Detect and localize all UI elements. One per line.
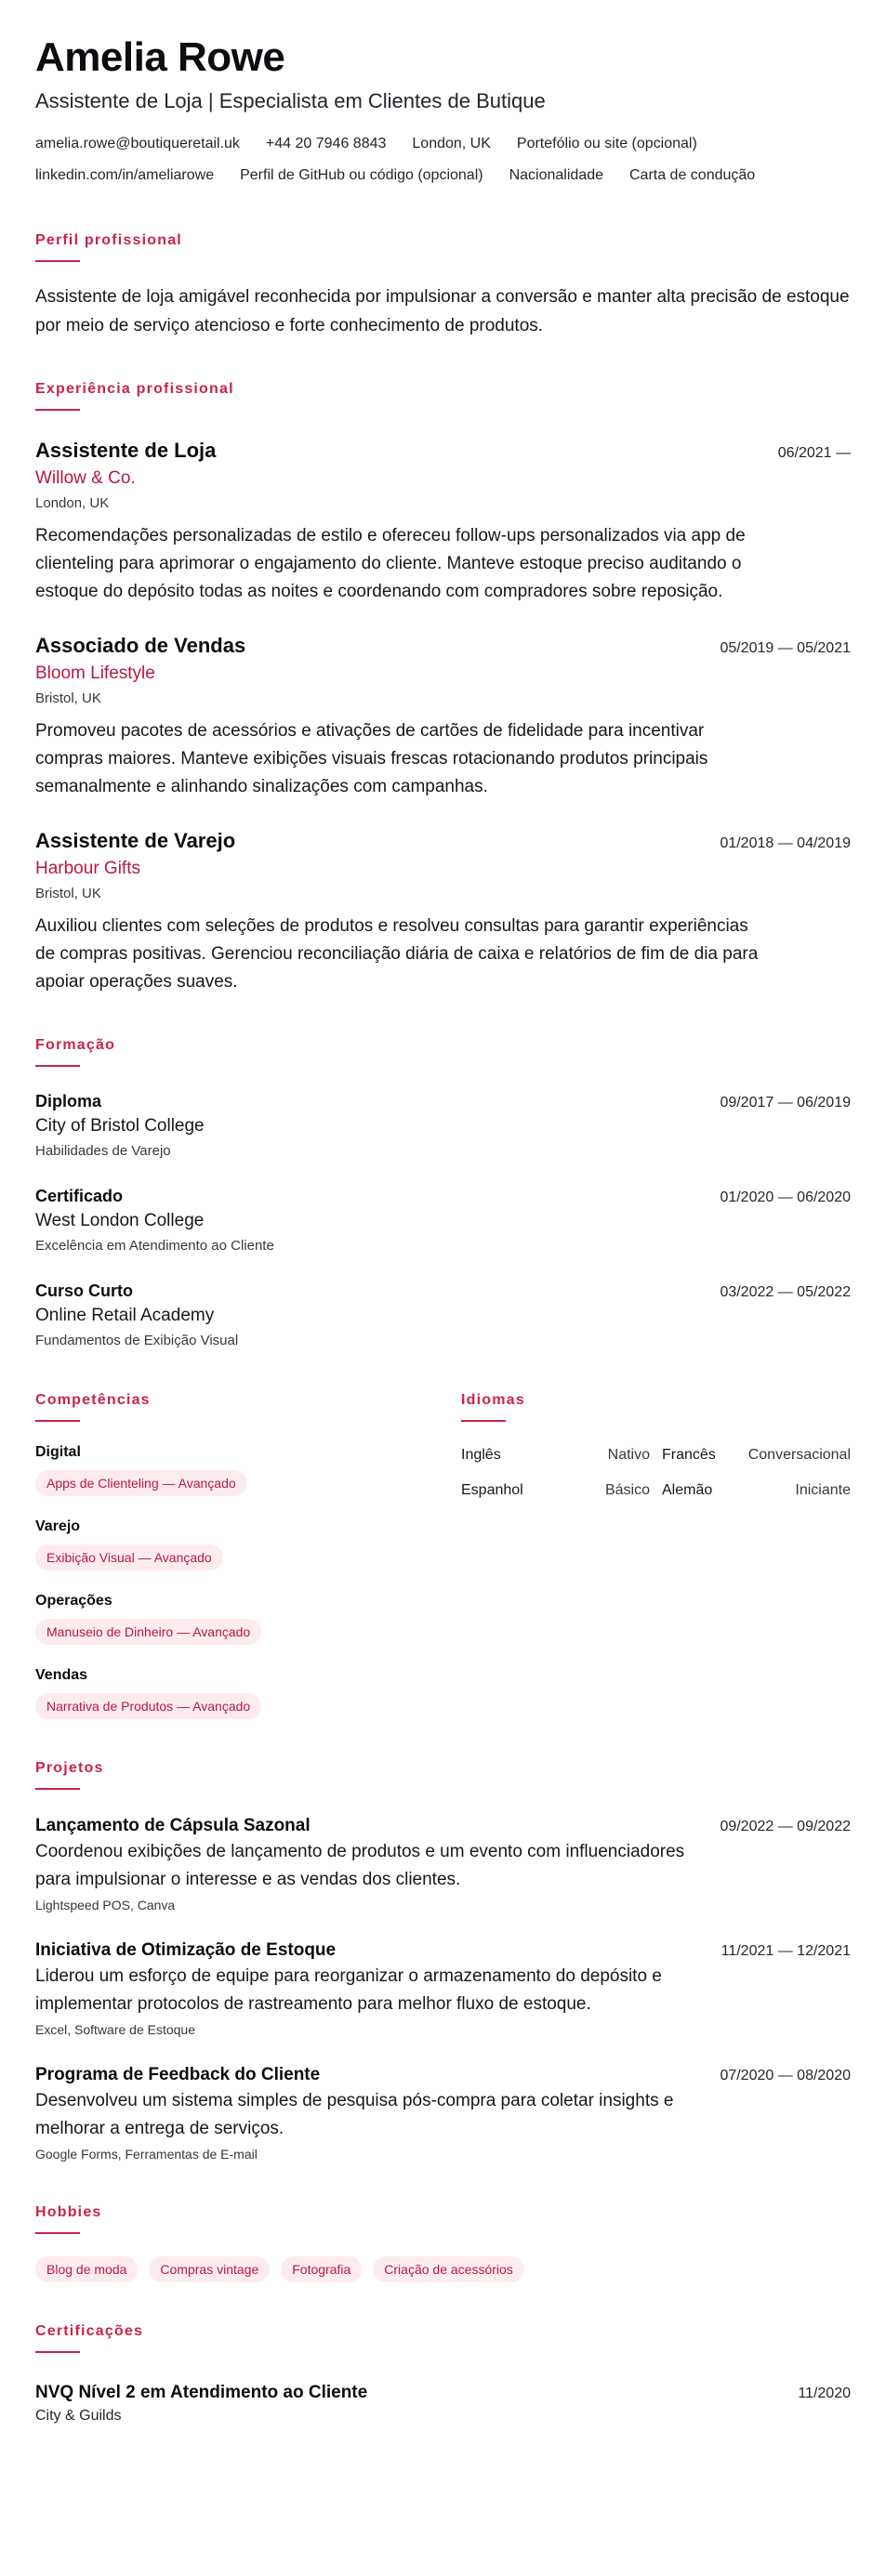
skill-group [35, 1591, 461, 1645]
job-description: Promoveu pacotes de acessórios e ativações de cartões de fidelidade para incentivar compras maiores. Manteve exibições visuais frescas rotacionando produtos principais semanalmente e alinhando sinalizações com campanhas. [35, 721, 708, 796]
section-divider [35, 1065, 80, 1067]
skill-category: Varejo [35, 1518, 81, 1534]
section-title: Idiomas [461, 1392, 525, 1408]
skill-tag: Exibição Visual — Avançado [35, 1544, 223, 1571]
hobby-tag: Blog de moda [35, 2256, 138, 2282]
contact-phone[interactable]: +44 20 7946 8843 [265, 136, 387, 151]
section-title: Competências [35, 1392, 151, 1408]
project-tools: Google Forms, Ferramentas de E-mail [35, 2147, 258, 2162]
field-of-study: Habilidades de Varejo [35, 1143, 171, 1159]
project-item [35, 2063, 851, 2163]
section-divider [35, 260, 80, 262]
section-divider [35, 1788, 80, 1790]
project-dates: 09/2022 — 09/2022 [720, 1819, 851, 1834]
school-name: West London College [35, 1211, 205, 1230]
contact-nationality: Nacionalidade [509, 167, 603, 183]
job-description: Auxiliou clientes com seleções de produtos e resolveu consultas para garantir experiências de compras positivas. Gerenciou reconciliação diária de caixa e relatórios de fim de dia para apoiar operações suaves. [35, 916, 759, 992]
contact-github[interactable]: Perfil de GitHub ou código (opcional) [240, 167, 483, 183]
language-level: Iniciante [795, 1482, 851, 1498]
experience-item [35, 827, 851, 996]
hobby-list [35, 2249, 851, 2282]
language-name: Espanhol [461, 1482, 523, 1498]
language-item [662, 1444, 851, 1466]
job-dates: 05/2019 — 05/2021 [720, 640, 851, 656]
job-location: London, UK [35, 495, 110, 511]
project-description: Desenvolveu um sistema simples de pesquisa pós-compra para coletar insights e melhorar a entrega de serviços. [35, 2091, 674, 2138]
summary-text: Assistente de loja amigável reconhecida por impulsionar a conversão e manter alta precisão de estoque por meio de serviço atencioso e forte conhecimento de produtos. [35, 287, 850, 335]
projects-section [35, 1758, 851, 2163]
certifications-section [35, 2321, 851, 2427]
certification-item [35, 2381, 851, 2427]
resume-header [35, 33, 851, 191]
education-item [35, 1184, 851, 1256]
section-divider [35, 1420, 80, 1422]
project-dates: 07/2020 — 08/2020 [720, 2068, 851, 2083]
job-title: Associado de Vendas [35, 634, 246, 657]
project-name: Programa de Feedback do Cliente [35, 2065, 321, 2084]
section-divider [35, 2351, 80, 2353]
project-description: Coordenou exibições de lançamento de produtos e um evento com influenciadores para impulsionar o interesse e as vendas dos clientes. [35, 1842, 685, 1889]
education-dates: 03/2022 — 05/2022 [720, 1284, 851, 1300]
skill-category: Operações [35, 1593, 112, 1609]
hobby-tag: Compras vintage [149, 2256, 270, 2282]
candidate-headline: Assistente de Loja | Especialista em Clientes de Butique [35, 89, 546, 112]
language-level: Nativo [607, 1447, 650, 1463]
school-name: Online Retail Academy [35, 1306, 215, 1325]
section-title: Formação [35, 1037, 116, 1053]
section-divider [461, 1420, 506, 1422]
languages-section [461, 1390, 851, 1719]
skill-category: Vendas [35, 1667, 88, 1683]
hobbies-section [35, 2202, 851, 2282]
skill-tag: Apps de Clienteling — Avançado [35, 1470, 247, 1496]
hobby-tag: Criação de acessórios [373, 2256, 524, 2282]
skill-group [35, 1442, 461, 1496]
skill-tag: Manuseio de Dinheiro — Avançado [35, 1619, 261, 1645]
project-dates: 11/2021 — 12/2021 [721, 1943, 851, 1959]
job-location: Bristol, UK [35, 886, 101, 901]
degree: Curso Curto [35, 1281, 133, 1300]
language-row [461, 1444, 851, 1466]
skills-languages-row [35, 1390, 851, 1719]
project-tools: Lightspeed POS, Canva [35, 1898, 176, 1912]
skill-group [35, 1517, 461, 1571]
section-title: Hobbies [35, 2204, 102, 2220]
field-of-study: Fundamentos de Exibição Visual [35, 1333, 239, 1348]
school-name: City of Bristol College [35, 1116, 205, 1136]
contact-email[interactable]: amelia.rowe@boutiqueretail.uk [35, 136, 240, 151]
language-name: Francês [662, 1447, 716, 1463]
education-section [35, 1035, 851, 1351]
experience-section [35, 379, 851, 996]
language-level: Conversacional [747, 1447, 851, 1463]
skill-group [35, 1665, 461, 1719]
project-name: Iniciativa de Otimização de Estoque [35, 1940, 337, 1960]
skills-section [35, 1390, 461, 1719]
section-divider [35, 2232, 80, 2234]
job-dates: 06/2021 — [777, 445, 851, 461]
summary-section [35, 230, 851, 340]
section-title: Experiência profissional [35, 381, 234, 397]
experience-item [35, 632, 851, 801]
hobby-tag: Fotografia [281, 2256, 362, 2282]
language-list [461, 1444, 851, 1502]
section-title: Certificações [35, 2323, 144, 2339]
language-row [461, 1479, 851, 1502]
education-item [35, 1089, 851, 1162]
certification-name: NVQ Nível 2 em Atendimento ao Cliente [35, 2383, 368, 2402]
section-title: Perfil profissional [35, 232, 182, 248]
contact-location: London, UK [412, 136, 491, 151]
language-item [662, 1479, 851, 1502]
language-level: Básico [604, 1482, 650, 1498]
skill-category: Digital [35, 1444, 81, 1460]
field-of-study: Excelência em Atendimento ao Cliente [35, 1238, 274, 1254]
project-item [35, 1939, 851, 2039]
company-name: Willow & Co. [35, 468, 136, 488]
degree: Certificado [35, 1187, 124, 1205]
language-item [461, 1444, 650, 1466]
section-title: Projetos [35, 1760, 104, 1776]
job-description: Recomendações personalizadas de estilo e ofereceu follow-ups personalizados via app de clienteling para aprimorar o engajamento do cliente. Manteve estoque preciso auditando o estoque do depósito todas as noites e coordenando com compradores sobre reposição. [35, 526, 746, 601]
contact-driving-license: Carta de condução [628, 167, 756, 183]
job-title: Assistente de Loja [35, 439, 217, 462]
project-item [35, 1814, 851, 1914]
skill-tag: Narrativa de Produtos — Avançado [35, 1693, 261, 1719]
certification-date: 11/2020 [798, 2385, 851, 2401]
language-item [461, 1479, 650, 1502]
degree: Diploma [35, 1092, 102, 1111]
job-location: Bristol, UK [35, 690, 101, 706]
candidate-name: Amelia Rowe [35, 34, 285, 80]
project-tools: Excel, Software de Estoque [35, 2022, 195, 2037]
project-name: Lançamento de Cápsula Sazonal [35, 1816, 311, 1835]
contact-list [35, 128, 872, 191]
education-item [35, 1279, 851, 1351]
certification-issuer: City & Guilds [35, 2408, 122, 2424]
company-name: Bloom Lifestyle [35, 664, 155, 683]
education-dates: 09/2017 — 06/2019 [720, 1095, 851, 1111]
education-dates: 01/2020 — 06/2020 [720, 1189, 851, 1205]
contact-linkedin[interactable]: linkedin.com/in/ameliarowe [35, 167, 215, 183]
job-dates: 01/2018 — 04/2019 [720, 835, 851, 851]
job-title: Assistente de Varejo [35, 829, 236, 852]
section-divider [35, 409, 80, 411]
language-name: Inglês [461, 1447, 501, 1463]
project-description: Liderou um esforço de equipe para reorganizar o armazenamento do depósito e implementar protocolos de rastreamento para melhor fluxo de estoque. [35, 1966, 662, 2014]
contact-portfolio[interactable]: Portefólio ou site (opcional) [516, 136, 697, 151]
experience-item [35, 437, 851, 606]
company-name: Harbour Gifts [35, 859, 140, 878]
language-name: Alemão [662, 1482, 713, 1498]
